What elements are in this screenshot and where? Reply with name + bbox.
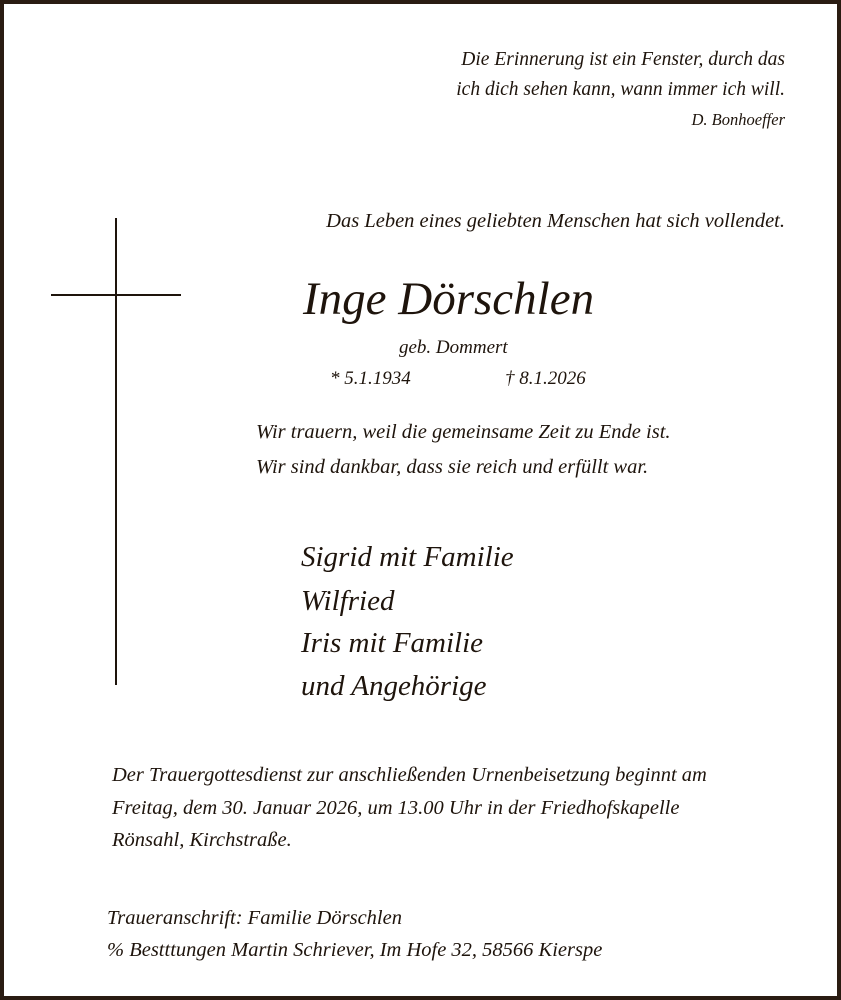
family-member: und Angehörige (301, 670, 487, 702)
address-line-1: Traueranschrift: Familie Dörschlen (107, 907, 402, 929)
family-member: Iris mit Familie (301, 627, 484, 659)
quote-line-2: ich dich sehen kann, wann immer ich will. (456, 79, 785, 100)
mourning-line-2: Wir sind dankbar, dass sie reich und erfüllt war. (256, 456, 649, 478)
family-member: Sigrid mit Familie (301, 541, 514, 573)
cross-icon (115, 218, 117, 685)
family-member: Wilfried (301, 585, 395, 617)
quote-line-1: Die Erinnerung ist ein Fenster, durch das (461, 49, 785, 70)
mourning-line-1: Wir trauern, weil die gemeinsame Zeit zu Ende ist. (256, 421, 671, 443)
deceased-name: Inge Dörschlen (303, 273, 595, 325)
cross-icon-bar (51, 294, 181, 296)
intro-text: Das Leben eines geliebten Menschen hat sich vollendet. (326, 210, 785, 232)
service-line-1: Der Trauergottesdienst zur anschließenden Urnenbeisetzung beginnt am (112, 764, 707, 786)
address-line-2: % Bestttungen Martin Schriever, Im Hofe 32, 58566 Kierspe (107, 939, 603, 961)
maiden-name: geb. Dommert (399, 337, 508, 358)
birth-date: * 5.1.1934 (330, 368, 411, 389)
service-line-2: Freitag, dem 30. Januar 2026, um 13.00 Uhr in der Friedhofskapelle (112, 797, 680, 819)
quote-author: D. Bonhoeffer (691, 110, 785, 129)
service-line-3: Rönsahl, Kirchstraße. (112, 829, 292, 851)
death-date: † 8.1.2026 (505, 368, 586, 389)
